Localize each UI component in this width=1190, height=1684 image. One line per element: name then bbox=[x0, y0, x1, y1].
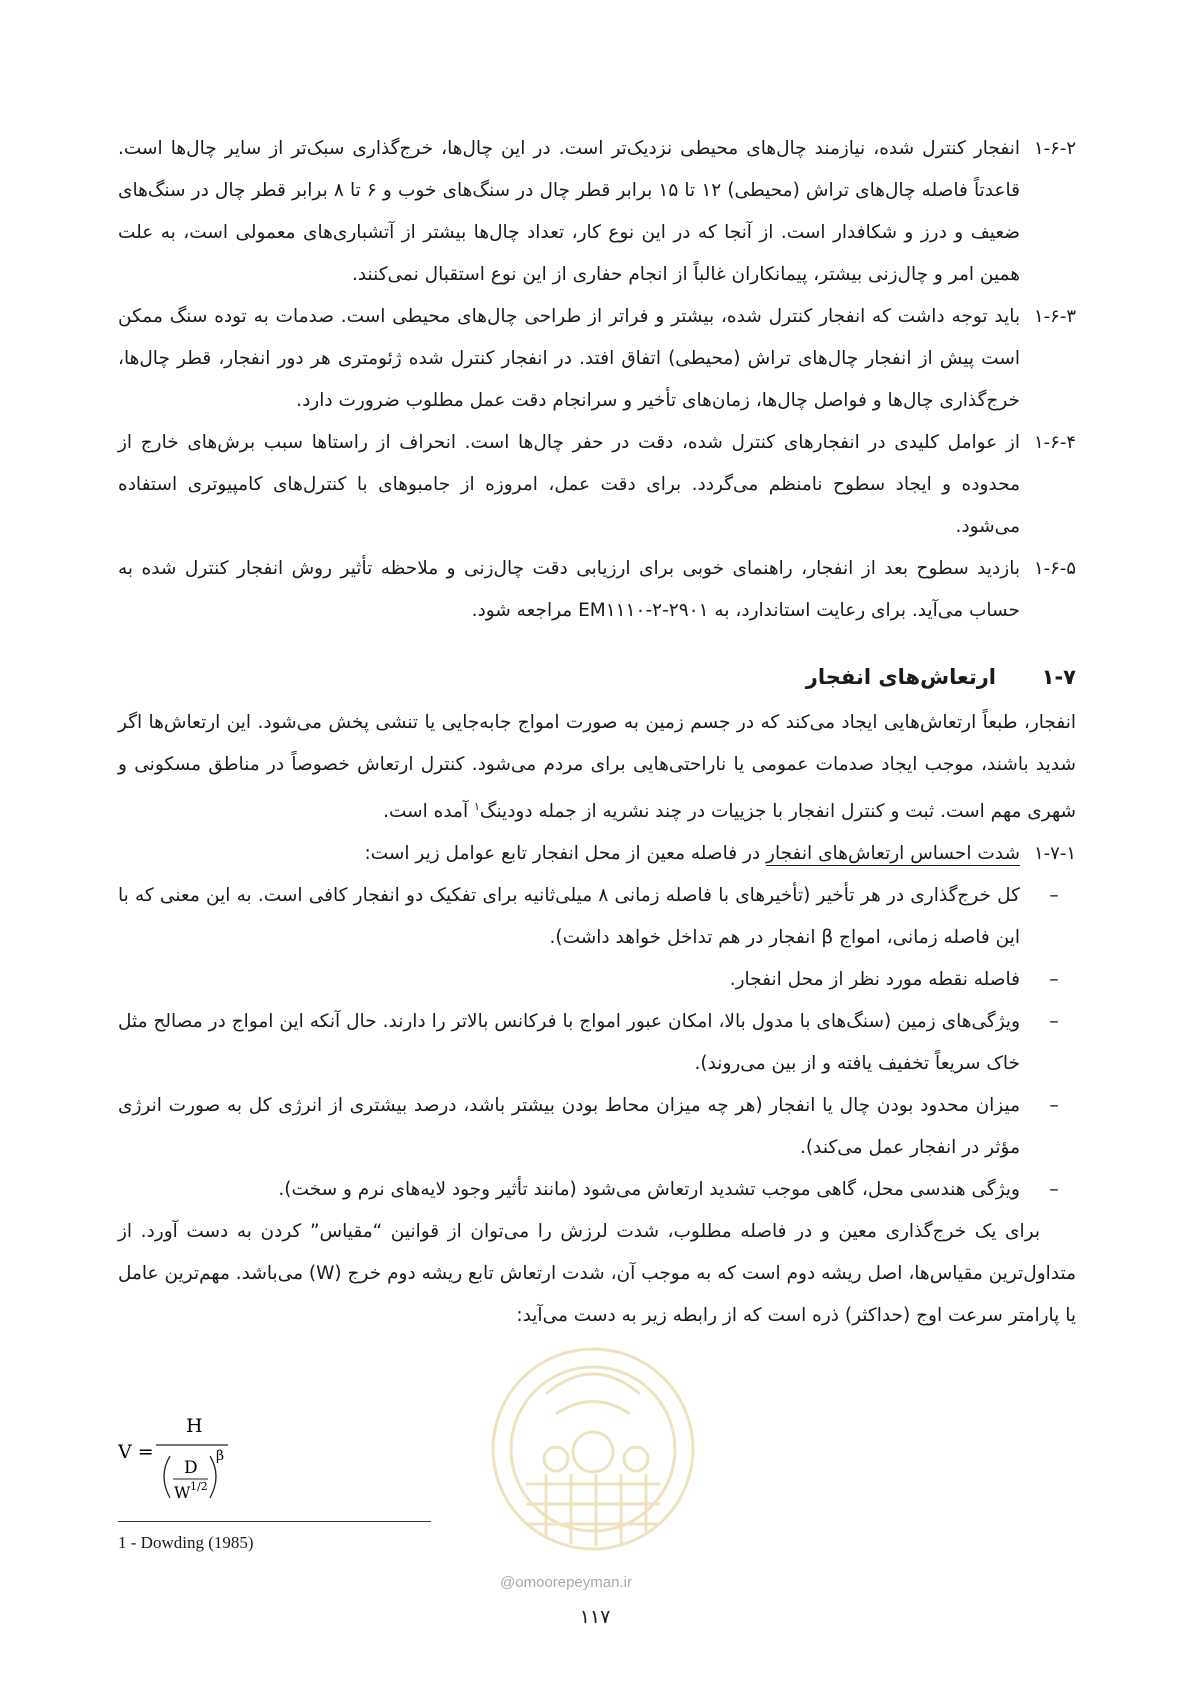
bullet-text: ویژگی‌های زمین (سنگ‌های با مدول بالا، امکان عبور امواج با فرکانس بالاتر را دارند. حال آنکه این امواج در مصالح مثل خاک سریعاً تخفیف یافته و از بین می‌روند). bbox=[118, 1011, 1020, 1075]
item-number: ۱-۶-۲ bbox=[1034, 138, 1076, 159]
intro-text: انفجار، طبعاً ارتعاش‌هایی ایجاد می‌کند که در جسم زمین به صورت امواج جابه‌جایی یا تنشی پخش می‌شود. این ارتعاش‌ها اگر شدید باشند، موجب ایجاد صدمات عمومی یا ناراحتی‌هایی برای مردم می‌شود. کنترل ارتعاش خصوصاً در مناطق مسکونی و شهری مهم است. ثبت و کنترل انفجار با جزییات در چند نشریه از جمله دودینگ bbox=[118, 712, 1076, 823]
formula-numerator: H bbox=[186, 1415, 203, 1437]
item-number: ۱-۶-۳ bbox=[1034, 306, 1076, 327]
item-number: ۱-۶-۵ bbox=[1034, 558, 1076, 579]
bullet-text: فاصله نقطه مورد نظر از محل انفجار. bbox=[729, 969, 1020, 991]
list-item-1-7-1 bbox=[118, 833, 1076, 875]
bullet-text: کل خرج‌گذاری در هر تأخیر (تأخیرهای با فاصله زمانی ۸ میلی‌ثانیه برای تفکیک دو انفجار کافی است. به این معنی که با این فاصله زمانی، امواج β انفجار در هم تداخل خواهد داشت). bbox=[118, 885, 1020, 949]
closing-paragraph: برای یک خرج‌گذاری معین و در فاصله مطلوب، شدت لرزش را می‌توان از قوانین “مقیاس” کردن به دست آورد. از متداول‌ترین مقیاس‌ها، اصل ریشه دوم است که به موجب آن، شدت ارتعاش تابع ریشه دوم خرج (W) می‌باشد. مهم‌ترین عامل یا پارامتر سرعت اوج (حداکثر) ذره است که از رابطه زیر به دست می‌آید: bbox=[118, 1221, 1076, 1327]
footnote-separator bbox=[118, 1521, 431, 1522]
page-number: ۱۱۷ bbox=[579, 1606, 611, 1628]
section-number: ۱-۷ bbox=[1041, 665, 1076, 689]
footnote: 1 - Dowding (1985) bbox=[118, 1533, 254, 1552]
formula-lhs: V = bbox=[118, 1441, 154, 1463]
dash-bullet: – bbox=[1049, 1095, 1059, 1117]
bullet-text: میزان محدود بودن چال یا انفجار (هر چه میزان محاط بودن بیشتر باشد، درصد بیشتری از انرژی کل به صورت انرژی مؤثر در انفجار عمل می‌کند). bbox=[118, 1095, 1020, 1159]
list-item-1-6-2 bbox=[118, 128, 1076, 296]
item-text: انفجار کنترل شده، نیازمند چال‌های محیطی نزدیک‌تر است. در این چال‌ها، خرج‌گذاری سبک‌تر از سایر چال‌ها است. قاعدتاً فاصله چال‌های تراش (محیطی) ۱۲ تا ۱۵ برابر قطر چال در سنگ‌های خوب و ۶ تا ۸ برابر قطر چال در سنگ‌های ضعیف و درز و شکافدار است. از آنجا که در این نوع کار، تعداد چال‌ها بیشتر از آتشباری‌های معمولی است، به علت همین امر و چال‌زنی بیشتر، پیمانکاران غالباً از انجام حفاری از این نوع استقبال نمی‌کنند. bbox=[118, 138, 1020, 285]
intro-end: آمده است. bbox=[383, 801, 474, 823]
formula-inner-exponent: 1/2 bbox=[190, 1480, 208, 1493]
item-number: ۱-۷-۱ bbox=[1034, 843, 1076, 865]
list-item-1-6-3 bbox=[118, 296, 1076, 422]
item-text: از عوامل کلیدی در انفجارهای کنترل شده، دقت در حفر چال‌ها است. انحراف از راستاها سبب برش‌های خارج از محدوده و ایجاد سطوح نامنظم می‌گردد. برای دقت عمل، امروزه از جامبوهای با کنترل‌های کامپیوتری استفاده می‌شود. bbox=[118, 432, 1020, 537]
section-heading bbox=[118, 652, 1076, 702]
body-text bbox=[118, 128, 1076, 1337]
bullet-item bbox=[118, 1169, 1076, 1211]
section-title: ارتعاش‌های انفجار bbox=[805, 665, 996, 689]
bullet-item bbox=[118, 1085, 1076, 1169]
formula-inner-numerator: D bbox=[184, 1458, 198, 1478]
item-text: در فاصله معین از محل انفجار تابع عوامل زیر است: bbox=[364, 843, 767, 865]
watermark-url: @omoorepeyman.ir bbox=[500, 1574, 632, 1591]
list-item-1-6-4 bbox=[118, 422, 1076, 548]
item-text: باید توجه داشت که انفجار کنترل شده، بیشتر و فراتر از طراحی چال‌های محیطی است. صدمات به توده سنگ ممکن است پیش از انفجار چال‌های تراش (محیطی) اتفاق افتد. در انفجار کنترل شده ژئومتری هر دور انفجار، قطر چال‌ها، خرج‌گذاری چال‌ها و فواصل چال‌ها، زمان‌های تأخیر و سرانجام دقت عمل مطلوب ضرورت دارد. bbox=[118, 306, 1020, 411]
footnote-ref: ۱ bbox=[473, 800, 480, 813]
intro-paragraph bbox=[118, 702, 1076, 833]
bullet-item bbox=[118, 1001, 1076, 1085]
formula-inner-denominator: W bbox=[174, 1483, 191, 1502]
bullet-item bbox=[118, 959, 1076, 1001]
item-number: ۱-۶-۴ bbox=[1034, 432, 1076, 453]
dash-bullet: – bbox=[1049, 1011, 1059, 1033]
dash-bullet: – bbox=[1049, 1179, 1059, 1201]
item-text: بازدید سطوح بعد از انفجار، راهنمای خوبی برای ارزیابی دقت چال‌زنی و ملاحظه تأثیر روش انفجار کنترل شده به حساب می‌آید. برای رعایت استاندارد، به EM۱۱۱۰-۲-۲۹۰۱ مراجعه شود. bbox=[118, 558, 1020, 621]
formula-exponent: β bbox=[216, 1448, 225, 1464]
underlined-term: شدت احساس ارتعاش‌های انفجار bbox=[766, 843, 1020, 865]
velocity-formula bbox=[118, 1408, 298, 1508]
dash-bullet: – bbox=[1049, 885, 1059, 907]
list-item-1-6-5 bbox=[118, 548, 1076, 632]
bullet-text: ویژگی هندسی محل، گاهی موجب تشدید ارتعاش می‌شود (مانند تأثیر وجود لایه‌های نرم و سخت). bbox=[278, 1179, 1020, 1201]
watermark-seal-icon bbox=[486, 1334, 700, 1564]
bullet-item bbox=[118, 875, 1076, 959]
dash-bullet: – bbox=[1049, 969, 1059, 991]
